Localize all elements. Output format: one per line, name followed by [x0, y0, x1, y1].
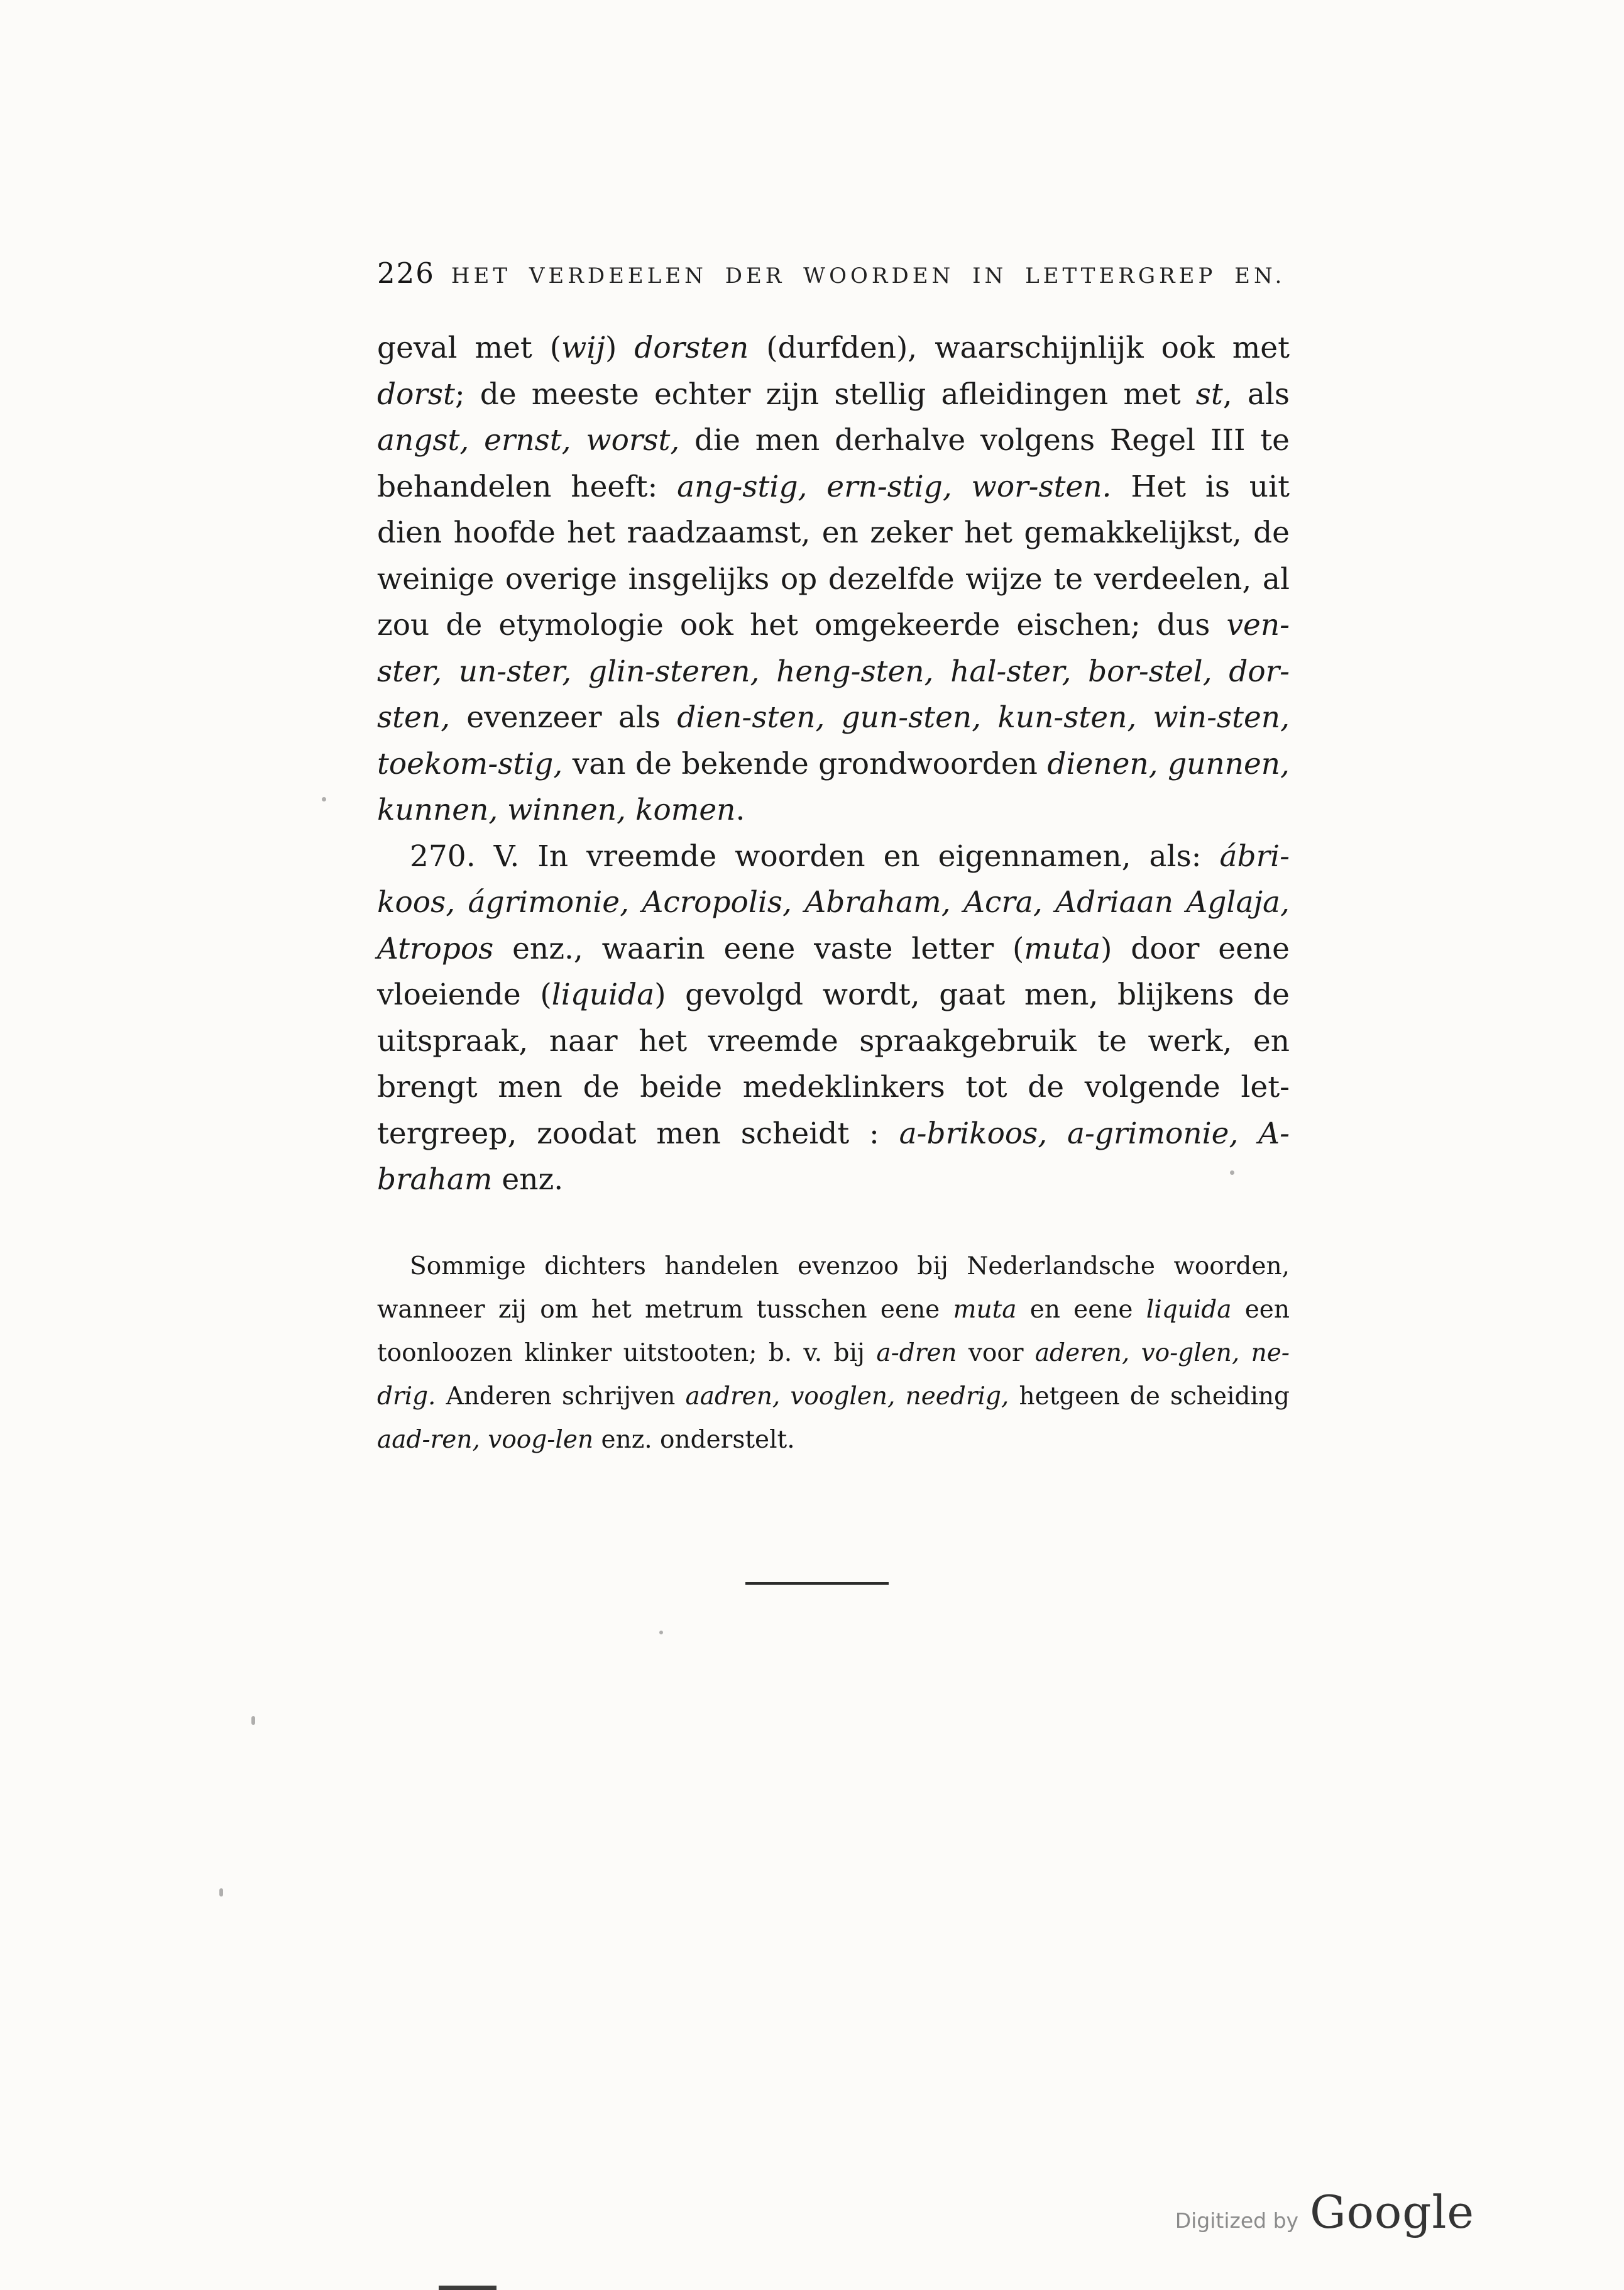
text-segment: en eene	[1016, 1295, 1146, 1324]
text-segment: .	[735, 793, 745, 827]
text-segment: geval met (	[377, 331, 562, 365]
italic-text-segment: aadren, vooglen, needrig,	[685, 1382, 1009, 1411]
page-header	[377, 256, 1290, 290]
italic-text-segment: aderen, vo-glen, ne-drig.	[377, 1338, 1290, 1411]
text-segment: )	[605, 331, 635, 365]
scan-edge-mark	[439, 2286, 497, 2290]
text-segment: (durfden), waarschijnlijk ook met	[749, 331, 1290, 365]
digitized-by-label: Digitized by	[1175, 2208, 1299, 2233]
scan-speck	[219, 1888, 223, 1896]
text-segment: enz. onderstelt.	[593, 1425, 795, 1454]
italic-text-segment: a-dren	[876, 1338, 957, 1367]
text-segment: 270. V. In vreemde woorden en eigennamen, als:	[410, 839, 1220, 874]
paragraph-main-2	[377, 834, 1290, 1203]
scan-speck	[322, 797, 326, 801]
italic-text-segment: ang-stig, ern-stig, wor-sten.	[677, 469, 1112, 504]
italic-text-segment: ábri-koos, ágrimonie, Acropolis, Abraham, Acra, Adriaan Aglaja, Atropos	[377, 839, 1290, 966]
paragraph-small-print	[377, 1245, 1290, 1462]
section-divider	[745, 1582, 889, 1585]
italic-text-segment: dorsten	[634, 331, 749, 365]
text-segment: ; de meeste echter zijn stellig afleidingen met	[454, 377, 1196, 412]
scan-speck	[251, 1716, 255, 1725]
italic-text-segment: wij	[561, 331, 605, 365]
text-segment: Anderen schrijven	[436, 1382, 686, 1411]
italic-text-segment: liquida	[551, 977, 655, 1012]
italic-text-segment: dorst	[377, 377, 455, 412]
text-segment: een toonloozen klinker uitstooten; b. v. bij	[377, 1295, 1290, 1367]
scan-speck	[1230, 1170, 1234, 1175]
italic-text-segment: dien-sten, gun-sten, kun-sten, win-sten, toekom-stig,	[377, 700, 1290, 781]
digitization-footer	[1175, 2186, 1474, 2238]
page-number: 226	[377, 256, 435, 290]
running-title: HET VERDEELEN DER WOORDEN IN LETTERGREP EN.	[451, 263, 1286, 289]
text-block	[377, 256, 1290, 1585]
text-segment: die men derhalve volgens Regel III te behandelen heeft:	[377, 423, 1290, 504]
text-segment: evenzeer als	[450, 700, 678, 735]
text-segment: ) gevolgd wordt, gaat men, blijkens de uitspraak, naar het vreemde spraakgebruik te werk, en brengt men de beide medeklinkers tot de volgende let-tergreep, zoodat men scheidt :	[377, 977, 1290, 1151]
text-segment: Sommige dichters handelen evenzoo bij Nederlandsche woorden, wanneer zij om het metrum tusschen eene	[377, 1252, 1290, 1324]
text-segment: hetgeen de scheiding	[1009, 1382, 1290, 1411]
text-segment: , als	[1222, 377, 1290, 412]
italic-text-segment: muta	[1024, 931, 1101, 966]
italic-text-segment: angst, ernst, worst,	[377, 423, 680, 458]
italic-text-segment: muta	[953, 1295, 1017, 1324]
italic-text-segment: dienen, gunnen, kunnen, winnen, komen	[377, 746, 1290, 827]
italic-text-segment: aad-ren, voog-len	[377, 1425, 594, 1454]
google-logo: Google	[1310, 2186, 1474, 2238]
text-segment: Het is uit dien hoofde het raadzaamst, en zeker het gemakkelijkst, de weinige overige insgelijks op dezelfde wijze te verdeelen, al zou de etymologie ook het omgekeerde eischen; dus	[377, 469, 1290, 642]
text-segment: voor	[957, 1338, 1035, 1367]
italic-text-segment: liquida	[1146, 1295, 1232, 1324]
text-segment: ) door eene vloeiende (	[377, 931, 1290, 1012]
italic-text-segment: ven-ster, un-ster, glin-steren, heng-sten, hal-ster, bor-stel, dor-sten,	[377, 608, 1290, 735]
scan-speck	[659, 1631, 663, 1634]
text-segment: enz., waarin eene vaste letter (	[493, 931, 1024, 966]
italic-text-segment: a-brikoos, a-grimonie, A-braham	[377, 1116, 1290, 1197]
paragraph-main-1	[377, 325, 1290, 834]
italic-text-segment: st	[1195, 377, 1223, 412]
text-segment: van de bekende grondwoorden	[562, 746, 1048, 781]
text-segment: enz.	[492, 1162, 564, 1197]
